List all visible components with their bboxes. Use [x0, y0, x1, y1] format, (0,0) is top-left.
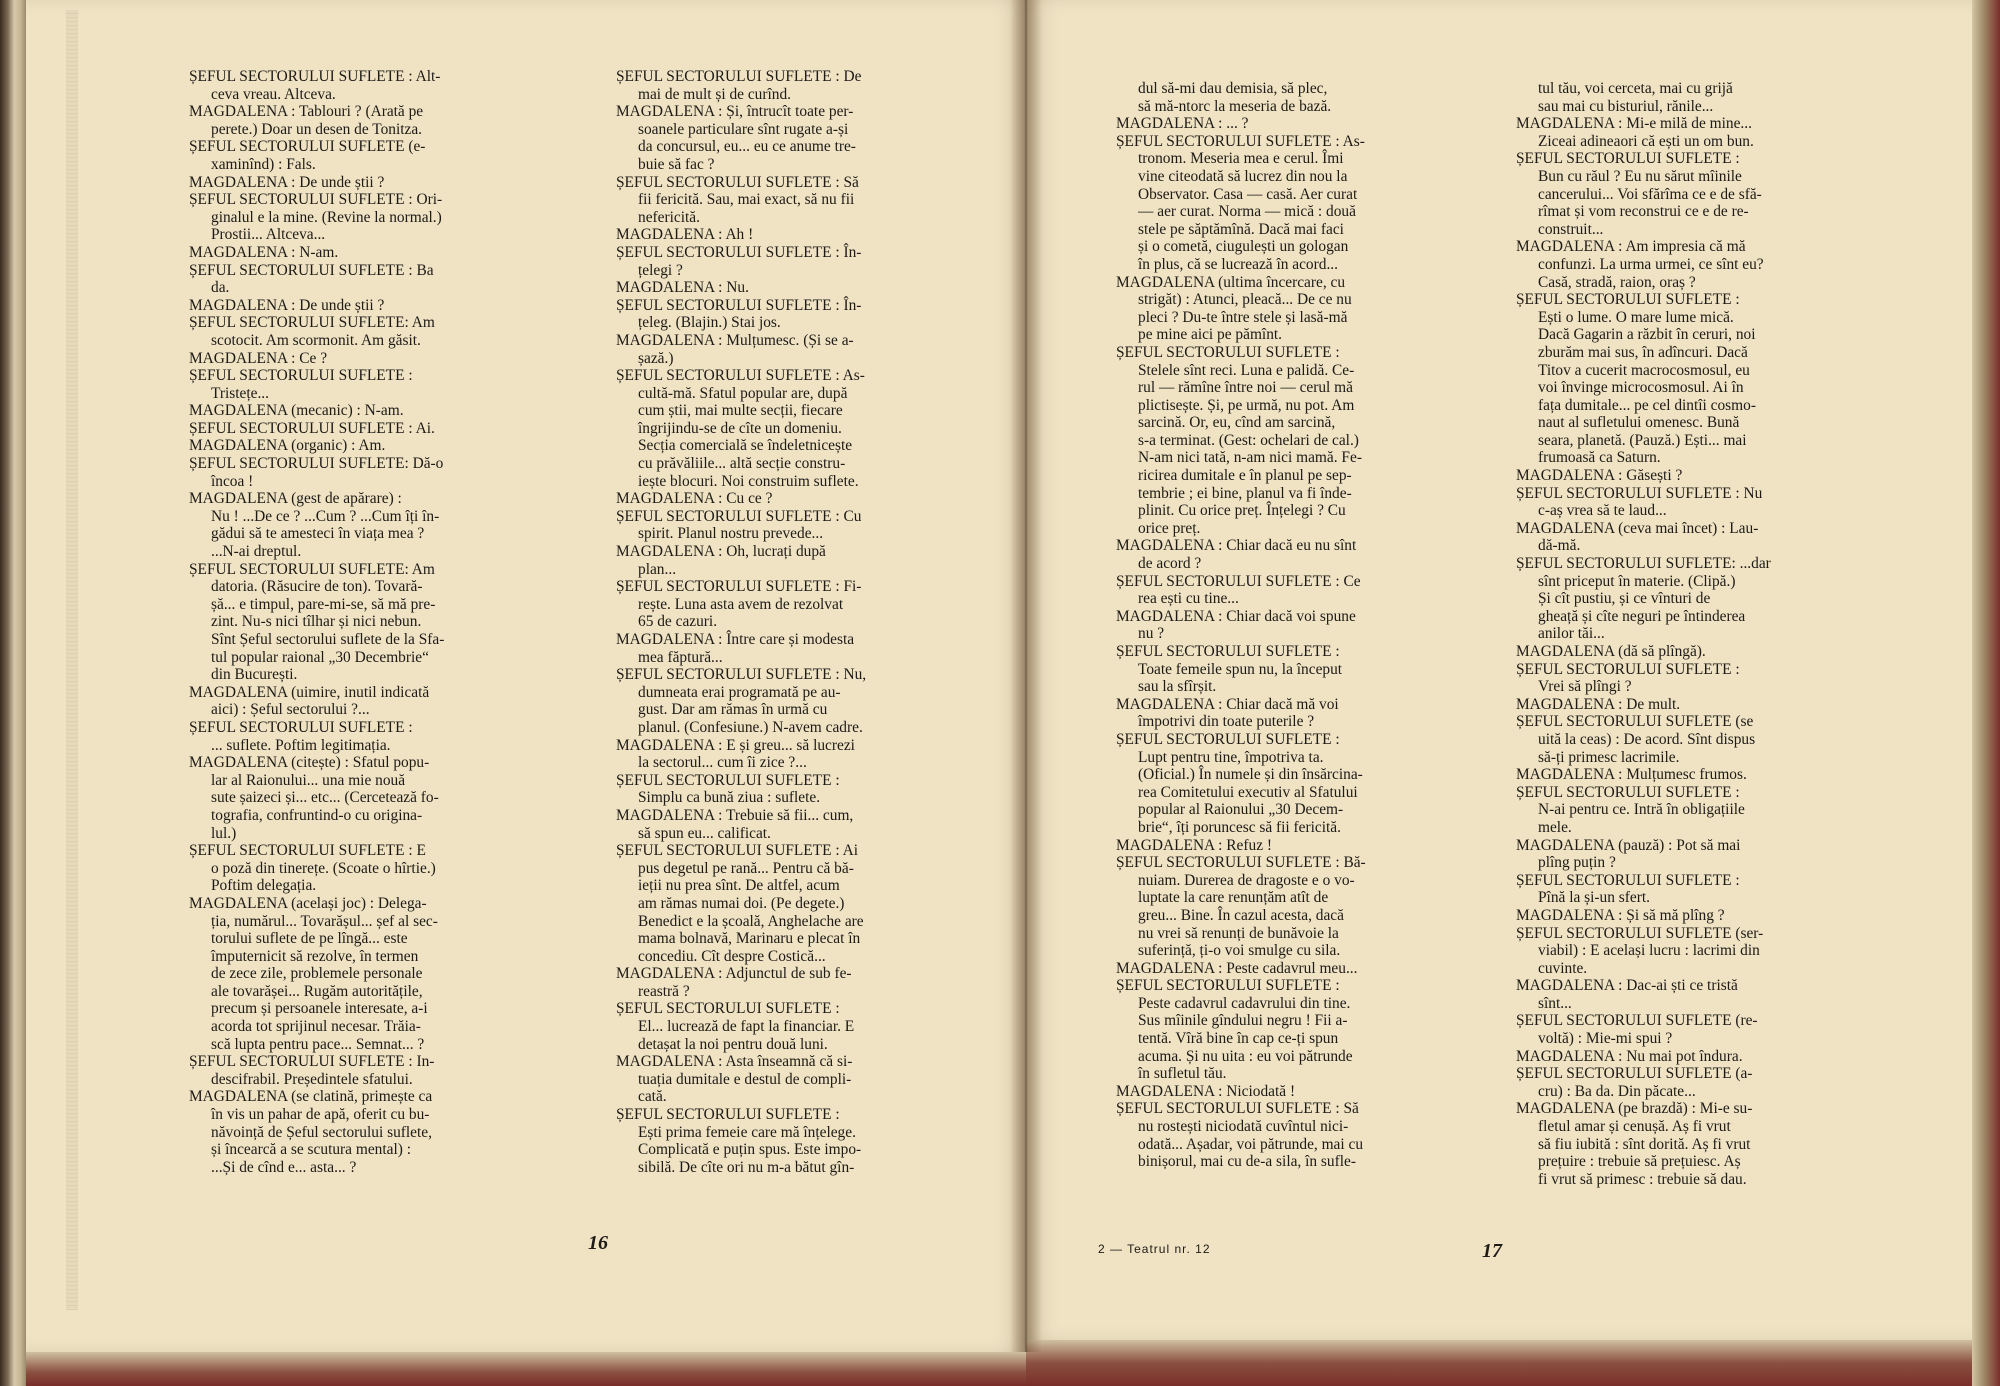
- text-line: mea făptură...: [638, 648, 723, 666]
- text-line: MAGDALENA : Peste cadavrul meu...: [1116, 959, 1358, 977]
- text-line: ȘEFUL SECTORULUI SUFLETE : În-: [616, 296, 862, 314]
- text-line: Sus mîinile gîndului negru ! Fii a-: [1138, 1012, 1348, 1030]
- text-line: ȘEFUL SECTORULUI SUFLETE :: [616, 771, 840, 789]
- text-line: Lupt pentru tine, împotriva ta.: [1138, 748, 1324, 766]
- text-line: ...Și de cînd e... asta... ?: [211, 1158, 357, 1176]
- text-line: Tristețe...: [211, 384, 270, 402]
- text-line: concediu. Cît despre Costică...: [638, 947, 826, 965]
- text-line: ...N-ai dreptul.: [211, 543, 302, 561]
- text-line: Stelele sînt reci. Luna e palidă. Ce-: [1138, 361, 1355, 379]
- text-line: dumneata erai programată pe au-: [638, 683, 841, 701]
- text-line: s-a terminat. (Gest: ochelari de cal.): [1138, 431, 1359, 449]
- text-line: reastră ?: [638, 982, 690, 1000]
- text-line: ȘEFUL SECTORULUI SUFLETE : Fi-: [616, 578, 862, 596]
- text-line: tentă. Vîră bine în cap ce-ți spun: [1138, 1030, 1339, 1048]
- text-line: binișorul, mai cu de-a sila, în sufle-: [1138, 1153, 1356, 1171]
- text-line: plinit. Cu orice preț. Înțelegi ? Cu: [1138, 502, 1346, 520]
- text-line: MAGDALENA : Mi-e milă de mine...: [1516, 115, 1752, 133]
- text-line: MAGDALENA : Asta înseamnă că si-: [616, 1053, 853, 1071]
- text-line: fletul amar și cenușă. Aș fi vrut: [1538, 1118, 1731, 1136]
- text-line: MAGDALENA : Oh, lucrați după: [616, 543, 826, 561]
- text-line: ȘEFUL SECTORULUI SUFLETE :: [1516, 783, 1740, 801]
- text-line: rea ești cu tine...: [1138, 590, 1239, 608]
- text-line: lul.): [211, 824, 237, 842]
- text-line: MAGDALENA : Nu.: [616, 279, 749, 297]
- text-line: da concursul, eu... eu ce anume tre-: [638, 138, 856, 156]
- text-line: nu ?: [1138, 625, 1165, 643]
- text-line: buie să fac ?: [638, 155, 715, 173]
- text-line: popular al Raionului „30 Decem-: [1138, 801, 1344, 819]
- text-line: ȘEFUL SECTORULUI SUFLETE :: [189, 718, 413, 736]
- right-column-1: [1116, 80, 1471, 1171]
- text-line: pus degetul pe rană... Pentru că bă-: [638, 859, 854, 877]
- text-line: MAGDALENA : Nu mai pot îndura.: [1516, 1047, 1743, 1065]
- text-line: ȘEFUL SECTORULUI SUFLETE :: [1516, 291, 1740, 309]
- text-line: tul tău, voi cerceta, mai cu grijă: [1538, 80, 1733, 97]
- text-line: cultă-mă. Sfatul popular are, după: [638, 384, 848, 402]
- page-stack: [66, 10, 78, 1310]
- text-line: fața dumitale... pe cel dintîi cosmo-: [1538, 396, 1756, 414]
- text-line: în vis un pahar de apă, oferit cu bu-: [211, 1106, 430, 1124]
- text-line: să spun eu... calificat.: [638, 824, 771, 842]
- text-line: năvoință de Șeful sectorului suflete,: [211, 1123, 432, 1141]
- text-line: ȘEFUL SECTORULUI SUFLETE: Am: [189, 314, 435, 332]
- text-line: Pînă la și-un sfert.: [1538, 889, 1650, 907]
- text-line: MAGDALENA : Mulțumesc frumos.: [1516, 766, 1747, 784]
- text-line: ȘEFUL SECTORULUI SUFLETE : Alt-: [189, 68, 441, 85]
- text-line: MAGDALENA : E și greu... să lucrezi: [616, 736, 855, 754]
- left-column-1: [189, 68, 561, 1176]
- book-gutter: [1010, 0, 1042, 1352]
- text-line: dă-mă.: [1538, 537, 1581, 555]
- text-line: aici) : Șeful sectorului ?...: [211, 701, 370, 719]
- page-footer-note: 2 — Teatrul nr. 12: [1098, 1242, 1211, 1256]
- text-line: ginalul e la mine. (Revine la normal.): [211, 208, 442, 226]
- text-line: MAGDALENA : Chiar dacă voi spune: [1116, 607, 1356, 625]
- text-line: mele.: [1538, 818, 1572, 836]
- text-line: MAGDALENA : Găsești ?: [1516, 467, 1683, 485]
- text-line: suferință, ți-o voi smulge cu sila.: [1138, 942, 1341, 960]
- text-line: Dacă Gagarin a răzbit în ceruri, noi: [1538, 326, 1756, 344]
- text-line: xaminînd) : Fals.: [211, 155, 316, 173]
- book-left-edge: [0, 0, 26, 1386]
- text-line: odată... Așadar, voi pătrunde, mai cu: [1138, 1135, 1364, 1153]
- text-line: șază.): [638, 349, 674, 367]
- text-line: MAGDALENA : Și să mă plîng ?: [1516, 906, 1725, 924]
- text-line: ȘEFUL SECTORULUI SUFLETE (e-: [189, 138, 426, 156]
- text-line: MAGDALENA (același joc) : Delega-: [189, 894, 427, 912]
- text-line: acuma. Și nu uita : eu voi pătrunde: [1138, 1047, 1353, 1065]
- text-line: ția, numărul... Tovarășul... șef al sec-: [211, 912, 438, 930]
- text-line: MAGDALENA : N-am.: [189, 243, 339, 261]
- text-line: Poftim delegația.: [211, 877, 317, 895]
- text-line: precum și persoanele interesate, a-i: [211, 1000, 428, 1018]
- text-line: voi învinge microcosmosul. Ai în: [1538, 379, 1744, 397]
- text-line: zburăm mai sus, în adîncuri. Dacă: [1538, 343, 1748, 361]
- text-line: sînt...: [1538, 994, 1572, 1012]
- text-line: fii fericită. Sau, mai exact, să nu fii: [638, 191, 855, 209]
- text-line: ȘEFUL SECTORULUI SUFLETE : De: [616, 68, 862, 85]
- text-line: MAGDALENA : De unde știi ?: [189, 296, 385, 314]
- text-line: MAGDALENA (dă să plîngă).: [1516, 643, 1706, 660]
- text-line: nu rostești niciodată cuvîntul nici-: [1138, 1118, 1349, 1136]
- text-line: zint. Nu-s nici tîlhar și nici nebun.: [211, 613, 422, 631]
- text-line: ȘEFUL SECTORULUI SUFLETE :: [1116, 977, 1340, 995]
- text-line: cru) : Ba da. Din păcate...: [1538, 1082, 1696, 1100]
- text-line: plictisește. Și, pe urmă, nu pot. Am: [1138, 396, 1355, 414]
- text-line: în plus, că se lucrează în acord...: [1138, 255, 1338, 273]
- text-line: Nu ! ...De ce ? ...Cum ? ...Cum îți în-: [211, 507, 440, 525]
- page-number-right: 17: [1482, 1240, 1502, 1262]
- text-line: gust. Dar am rămas în urmă cu: [638, 701, 828, 719]
- text-line: torului suflete de pe lîngă... este: [211, 930, 408, 948]
- text-line: MAGDALENA : Trebuie să fii... cum,: [616, 806, 854, 824]
- text-line: ȘEFUL SECTORULUI SUFLETE : In-: [189, 1053, 435, 1071]
- book-right-edge: [1972, 0, 2000, 1386]
- text-line: MAGDALENA : ... ?: [1116, 115, 1249, 133]
- text-line: încoa !: [211, 472, 254, 490]
- text-line: ȘEFUL SECTORULUI SUFLETE :: [1116, 730, 1340, 748]
- text-line: MAGDALENA : Dac-ai ști ce tristă: [1516, 977, 1738, 995]
- text-line: MAGDALENA (organic) : Am.: [189, 437, 386, 455]
- text-line: ȘEFUL SECTORULUI SUFLETE : E: [189, 842, 426, 860]
- text-line: mai de mult și de curînd.: [638, 85, 792, 103]
- text-line: ȘEFUL SECTORULUI SUFLETE : Ori-: [189, 191, 443, 209]
- text-line: rîmat și vom reconstrui ce e de re-: [1538, 203, 1749, 221]
- book-bottom-edge-left: [26, 1352, 1026, 1386]
- text-line: c-aș vrea să te laud...: [1538, 502, 1667, 520]
- text-line: seara, planetă. (Pauză.) Ești... mai: [1538, 431, 1747, 449]
- text-line: descifrabil. Președintele sfatului.: [211, 1070, 413, 1088]
- text-line: MAGDALENA : De unde știi ?: [189, 173, 385, 191]
- text-line: greu... Bine. În cazul acesta, dacă: [1138, 906, 1344, 924]
- text-line: gădui să te amesteci în viața mea ?: [211, 525, 425, 543]
- text-line: împuternicit să rezolve, în termen: [211, 947, 419, 965]
- book-bottom-edge-right: [1026, 1340, 2000, 1386]
- text-line: ȘEFUL SECTORULUI SUFLETE :: [189, 367, 413, 385]
- text-line: gheață și cîte neguri pe întinderea: [1538, 607, 1746, 625]
- text-line: ȘEFUL SECTORULUI SUFLETE : În-: [616, 243, 862, 261]
- text-line: MAGDALENA (ultima încercare, cu: [1116, 273, 1346, 291]
- text-line: ȘEFUL SECTORULUI SUFLETE (a-: [1516, 1065, 1753, 1083]
- text-line: și încearcă a se scutura mental) :: [211, 1141, 411, 1159]
- text-line: cancerului... Voi sfărîma ce e de sfă-: [1538, 185, 1762, 203]
- text-line: ȘEFUL SECTORULUI SUFLETE : As-: [616, 367, 865, 385]
- text-line: cuvinte.: [1538, 959, 1588, 977]
- text-line: ȘEFUL SECTORULUI SUFLETE :: [1516, 871, 1740, 889]
- text-line: ȘEFUL SECTORULUI SUFLETE : Ai.: [189, 419, 435, 437]
- text-line: El... lucrează de fapt la financiar. E: [638, 1018, 855, 1036]
- text-line: MAGDALENA : Mulțumesc. (Și se a-: [616, 331, 854, 349]
- text-line: am rămas numai doi. (Pe degete.): [638, 894, 845, 912]
- text-line: MAGDALENA : Niciodată !: [1116, 1082, 1296, 1100]
- text-line: MAGDALENA (se clatină, primește ca: [189, 1088, 433, 1106]
- left-page: [26, 0, 1026, 1352]
- text-line: MAGDALENA : De mult.: [1516, 695, 1681, 713]
- text-line: plîng puțin ?: [1538, 854, 1616, 872]
- text-line: Complicată e puțin spus. Este impo-: [638, 1141, 862, 1159]
- left-column-2: [616, 68, 963, 1176]
- text-line: prețuire : trebuie să prețuiesc. Aș: [1538, 1153, 1741, 1171]
- text-line: fi vrut să primesc : trebuie să dau.: [1538, 1170, 1747, 1188]
- text-line: nu vrei să renunți de bunăvoie la: [1138, 924, 1339, 942]
- text-line: de acord ?: [1138, 555, 1202, 573]
- text-line: ȘEFUL SECTORULUI SUFLETE :: [1116, 643, 1340, 660]
- text-line: Bun cu răul ? Eu nu sărut mîinile: [1538, 167, 1742, 185]
- text-line: plan...: [638, 560, 677, 578]
- text-line: MAGDALENA (pe brazdă) : Mi-e su-: [1516, 1100, 1753, 1118]
- text-line: MAGDALENA : Adjunctul de sub fe-: [616, 965, 852, 983]
- text-line: sute șaizeci și... etc... (Cercetează fo-: [211, 789, 439, 807]
- text-line: îngrijindu-se de cîte un domeniu.: [638, 419, 842, 437]
- text-line: ȘEFUL SECTORULUI SUFLETE : Nu: [1516, 484, 1763, 502]
- text-line: construit...: [1538, 220, 1604, 238]
- text-line: stele pe săptămînă. Dacă mai faci: [1138, 220, 1344, 238]
- text-line: MAGDALENA (uimire, inutil indicată: [189, 683, 430, 701]
- text-line: brie“, îți poruncesc să fii fericită.: [1138, 818, 1341, 836]
- text-line: spirit. Planul nostru prevede...: [638, 525, 824, 543]
- text-line: Prostii... Altceva...: [211, 226, 326, 244]
- text-line: Benedict e la școală, Anghelache are: [638, 912, 864, 930]
- text-line: Ziceai adineaori că ești un om bun.: [1538, 132, 1754, 150]
- text-line: scotocit. Am scormonit. Am găsit.: [211, 331, 421, 349]
- text-line: MAGDALENA : Ce ?: [189, 349, 328, 367]
- text-line: detașat la noi pentru două luni.: [638, 1035, 828, 1053]
- text-line: ȘEFUL SECTORULUI SUFLETE : Ai: [616, 842, 858, 860]
- page-number-left: 16: [588, 1232, 608, 1254]
- text-line: țelegi ?: [638, 261, 683, 279]
- text-line: sau la sfîrșit.: [1138, 678, 1217, 696]
- text-line: MAGDALENA : Am impresia că mă: [1516, 238, 1746, 256]
- text-line: ȘEFUL SECTORULUI SUFLETE :: [616, 1000, 840, 1018]
- text-line: acorda tot sprijinul necesar. Trăia-: [211, 1018, 421, 1036]
- text-line: MAGDALENA (gest de apărare) :: [189, 490, 402, 508]
- text-line: voltă) : Mie-mi spui ?: [1538, 1030, 1673, 1048]
- text-line: sibilă. De cîte ori nu m-a bătut gîn-: [638, 1158, 855, 1176]
- text-line: strigăt) : Atunci, pleacă... De ce nu: [1138, 291, 1352, 309]
- text-line: ȘEFUL SECTORULUI SUFLETE : Să: [1116, 1100, 1359, 1118]
- text-line: șă... e timpul, pare-mi-se, să mă pre-: [211, 595, 436, 613]
- text-line: tografia, confruntind-o cu origina-: [211, 806, 423, 824]
- text-line: dul să-mi dau demisia, să plec,: [1138, 80, 1328, 97]
- text-line: Vrei să plîngi ?: [1538, 678, 1632, 696]
- text-line: din București.: [211, 666, 298, 684]
- text-line: ceva vreau. Altceva.: [211, 85, 336, 103]
- text-line: ȘEFUL SECTORULUI SUFLETE: Am: [189, 560, 435, 578]
- text-line: mama bolnavă, Marinaru e plecat în: [638, 930, 861, 948]
- text-line: luptate la care renunțăm atît de: [1138, 889, 1329, 907]
- text-line: MAGDALENA : Tablouri ? (Arată pe: [189, 103, 424, 121]
- text-line: și o cometă, ciugulești un gologan: [1138, 238, 1349, 256]
- text-line: Simplu ca bună ziua : suflete.: [638, 789, 821, 807]
- text-line: ȘEFUL SECTORULUI SUFLETE : Să: [616, 173, 859, 191]
- text-line: să fiu iubită : sînt dorită. Aș fi vrut: [1538, 1135, 1751, 1153]
- text-line: MAGDALENA : Și, întrucît toate per-: [616, 103, 854, 121]
- text-line: ȘEFUL SECTORULUI SUFLETE (re-: [1516, 1012, 1758, 1030]
- text-line: ȘEFUL SECTORULUI SUFLETE :: [1116, 343, 1340, 361]
- text-line: la sectorul... cum îi zice ?...: [638, 754, 807, 772]
- text-line: ȘEFUL SECTORULUI SUFLETE :: [1516, 150, 1740, 168]
- text-line: ȘEFUL SECTORULUI SUFLETE :: [1516, 660, 1740, 678]
- text-line: confunzi. La urma urmei, ce sînt eu?: [1538, 255, 1764, 273]
- text-line: soanele particulare sînt rugate a-și: [638, 120, 849, 138]
- text-line: țeleg. (Blajin.) Stai jos.: [638, 314, 781, 332]
- text-line: sînt priceput în materie. (Clipă.): [1538, 572, 1736, 590]
- text-line: ricirea dumitale e în planul pe sep-: [1138, 467, 1352, 485]
- text-line: ale tovarășei... Rugăm autoritățile,: [211, 982, 423, 1000]
- text-line: cată.: [638, 1088, 667, 1106]
- text-line: da.: [211, 279, 230, 297]
- text-line: MAGDALENA (ceva mai încet) : Lau-: [1516, 519, 1759, 537]
- text-line: uită la ceas) : De acord. Sînt dispus: [1538, 730, 1756, 748]
- text-line: iește blocuri. Noi construim suflete.: [638, 472, 859, 490]
- text-line: MAGDALENA : Chiar dacă mă voi: [1116, 695, 1339, 713]
- text-line: — aer curat. Norma — mică : două: [1138, 203, 1356, 221]
- text-line: MAGDALENA (mecanic) : N-am.: [189, 402, 404, 420]
- right-page: [1026, 0, 1972, 1340]
- text-line: tuația dumitale e destul de compli-: [638, 1070, 852, 1088]
- text-line: nefericită.: [638, 208, 700, 226]
- text-line: Ești prima femeie care mă înțelege.: [638, 1123, 856, 1141]
- text-line: Casă, stradă, raion, oraș ?: [1538, 273, 1696, 291]
- text-line: rea Comitetului executiv al Sfatului: [1138, 783, 1358, 801]
- text-line: ȘEFUL SECTORULUI SUFLETE: ...dar: [1516, 555, 1771, 573]
- text-line: o poză din tinerețe. (Scoate o hîrtie.): [211, 859, 436, 877]
- text-line: ȘEFUL SECTORULUI SUFLETE : As-: [1116, 132, 1365, 150]
- text-line: pleci ? Du-te între stele și lasă-mă: [1138, 308, 1348, 326]
- text-line: tembrie ; ei bine, planul va fi înde-: [1138, 484, 1352, 502]
- text-line: MAGDALENA : Cu ce ?: [616, 490, 773, 508]
- text-line: Secția comercială se îndeletnicește: [638, 437, 853, 455]
- text-line: scă lupta pentru pace... Semnat... ?: [211, 1035, 425, 1053]
- text-line: ieții nu prea sînt. De altfel, acum: [638, 877, 840, 895]
- text-line: 65 de cazuri.: [638, 613, 718, 631]
- text-line: viabil) : E același lucru : lacrimi din: [1538, 942, 1760, 960]
- text-line: MAGDALENA : Refuz !: [1116, 836, 1273, 854]
- text-line: MAGDALENA (pauză) : Pot să mai: [1516, 836, 1741, 854]
- text-line: N-ai pentru ce. Intră în obligațiile: [1538, 801, 1745, 819]
- right-column-2: [1516, 80, 1890, 1188]
- text-line: tul popular raional „30 Decembrie“: [211, 648, 429, 666]
- text-line: perete.) Doar un desen de Tonitza.: [211, 120, 423, 138]
- text-line: lar al Raionului... una mie nouă: [211, 771, 406, 789]
- text-line: Titov a cucerit macrocosmosul, eu: [1538, 361, 1750, 379]
- text-line: naut al sufletului omenesc. Bună: [1538, 414, 1740, 432]
- text-line: ... suflete. Poftim legitimația.: [211, 736, 391, 754]
- text-line: anilor tăi...: [1538, 625, 1605, 643]
- text-line: Peste cadavrul cadavrului din tine.: [1138, 994, 1351, 1012]
- text-line: rește. Luna asta avem de rezolvat: [638, 595, 844, 613]
- text-line: ȘEFUL SECTORULUI SUFLETE (se: [1516, 713, 1754, 731]
- text-line: Ești o lume. O mare lume mică.: [1538, 308, 1734, 326]
- text-line: tronom. Meseria mea e cerul. Îmi: [1138, 150, 1344, 168]
- text-line: Sînt Șeful sectorului suflete de la Sfa-: [211, 631, 445, 648]
- text-line: ȘEFUL SECTORULUI SUFLETE (ser-: [1516, 924, 1764, 942]
- text-line: sau mai cu bisturiul, rănile...: [1538, 97, 1714, 115]
- text-line: orice preț.: [1138, 519, 1201, 537]
- text-line: ȘEFUL SECTORULUI SUFLETE : Nu,: [616, 666, 867, 684]
- text-line: datoria. (Răsucire de ton). Tovară-: [211, 578, 423, 596]
- text-line: ȘEFUL SECTORULUI SUFLETE : Cu: [616, 507, 862, 525]
- text-line: cum știi, mai multe secții, fiecare: [638, 402, 843, 420]
- text-line: ȘEFUL SECTORULUI SUFLETE : Ba: [189, 261, 434, 279]
- text-line: pe mine aici pe pămînt.: [1138, 326, 1283, 344]
- text-line: Și cît pustiu, și ce vînturi de: [1538, 590, 1711, 608]
- text-line: Toate femeile spun nu, la început: [1138, 660, 1343, 678]
- text-line: frumoasă ca Saturn.: [1538, 449, 1661, 467]
- text-line: sarcină. Or, eu, cînd am sarcină,: [1138, 414, 1336, 432]
- text-line: vine citeodată să lucrez din nou la: [1138, 167, 1348, 185]
- text-line: ȘEFUL SECTORULUI SUFLETE :: [616, 1106, 840, 1124]
- text-line: (Oficial.) În numele și din însărcina-: [1138, 766, 1363, 784]
- text-line: cu prăvăliile... altă secție constru-: [638, 455, 846, 473]
- text-line: împotrivi din toate puterile ?: [1138, 713, 1315, 731]
- text-line: să-ți primesc lacrimile.: [1538, 748, 1680, 766]
- text-line: ȘEFUL SECTORULUI SUFLETE: Dă-o: [189, 455, 444, 473]
- text-line: de zece zile, problemele personale: [211, 965, 423, 983]
- text-line: planul. (Confesiune.) N-avem cadre.: [638, 718, 863, 736]
- text-line: MAGDALENA (citește) : Sfatul popu-: [189, 754, 430, 772]
- text-line: în sufletul tău.: [1138, 1065, 1227, 1083]
- text-line: N-am nici tată, n-am nici mamă. Fe-: [1138, 449, 1362, 467]
- text-line: ȘEFUL SECTORULUI SUFLETE : Bă-: [1116, 854, 1366, 872]
- text-line: MAGDALENA : Chiar dacă eu nu sînt: [1116, 537, 1357, 555]
- text-line: MAGDALENA : Ah !: [616, 226, 754, 244]
- text-line: rul — rămîne între noi — cerul mă: [1138, 379, 1353, 397]
- text-line: să mă-ntorc la meseria de bază.: [1138, 97, 1332, 115]
- text-line: ȘEFUL SECTORULUI SUFLETE : Ce: [1116, 572, 1361, 590]
- text-line: MAGDALENA : Între care și modesta: [616, 631, 855, 648]
- text-line: Observator. Casa — casă. Aer curat: [1138, 185, 1358, 203]
- text-line: nuiam. Durerea de dragoste e o vo-: [1138, 871, 1355, 889]
